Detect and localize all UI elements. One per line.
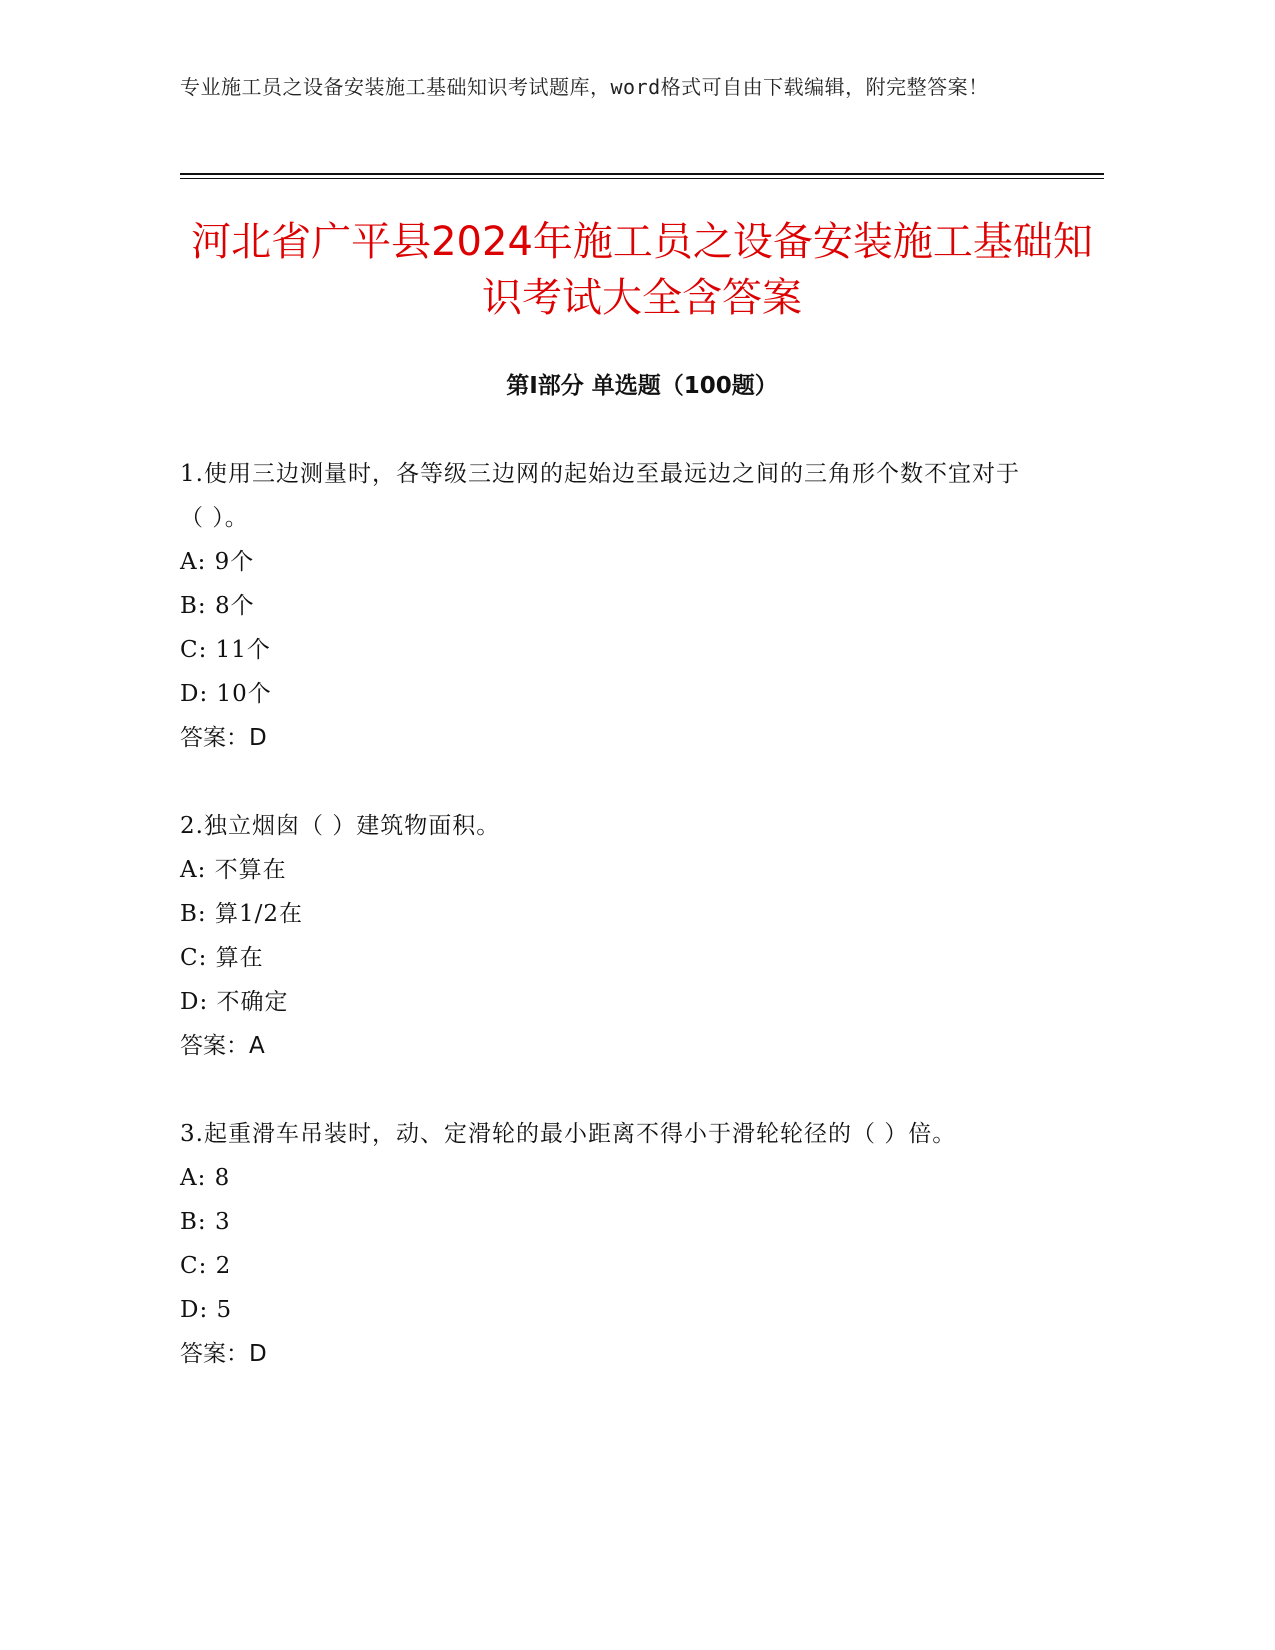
option-c: C: 2 <box>180 1253 232 1279</box>
question-2 <box>180 804 1030 1068</box>
option-d: D: 5 <box>180 1297 233 1323</box>
option-b: B: 3 <box>180 1209 231 1235</box>
option-a: A: 9个 <box>180 549 255 575</box>
answer: 答案：D <box>180 725 267 751</box>
answer: 答案：D <box>180 1341 267 1367</box>
header-divider-thick <box>180 173 1104 175</box>
document-title: 河北省广平县2024年施工员之设备安装施工基础知识考试大全含答案 <box>191 219 1093 321</box>
question-stem: 2.独立烟囱（ ）建筑物面积。 <box>180 813 501 839</box>
option-c: C: 11个 <box>180 637 271 663</box>
option-a: A: 不算在 <box>180 857 287 883</box>
option-c: C: 算在 <box>180 945 264 971</box>
answer: 答案：A <box>180 1033 265 1059</box>
question-3 <box>180 1112 1030 1376</box>
option-d: D: 10个 <box>180 681 272 707</box>
question-stem: 3.起重滑车吊装时，动、定滑轮的最小距离不得小于滑轮轮径的（ ）倍。 <box>180 1121 957 1147</box>
option-d: D: 不确定 <box>180 989 289 1015</box>
question-1 <box>180 452 1030 760</box>
header-note: 专业施工员之设备安装施工基础知识考试题库，word格式可自由下载编辑，附完整答案！ <box>180 75 989 99</box>
option-a: A: 8 <box>180 1165 231 1191</box>
question-list <box>180 452 1030 1420</box>
question-stem: 1.使用三边测量时，各等级三边网的起始边至最远边之间的三角形个数不宜对于（ ）。 <box>180 461 1020 531</box>
header-divider-thin <box>180 178 1104 179</box>
option-b: B: 算1/2在 <box>180 901 303 927</box>
option-b: B: 8个 <box>180 593 255 619</box>
section-heading: 第Ⅰ部分 单选题（100题） <box>506 373 778 399</box>
